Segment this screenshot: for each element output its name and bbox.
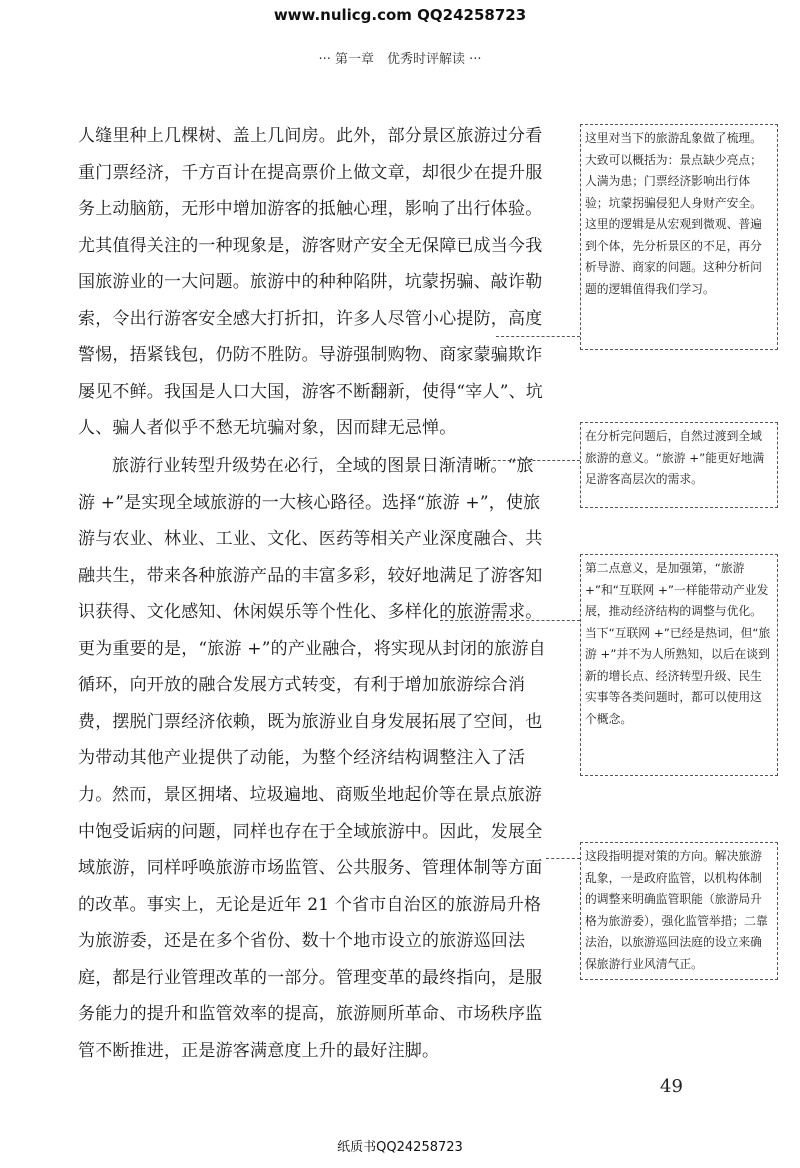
margin-note-2-text: 在分析完问题后，自然过渡到全域旅游的意义。“旅游 +”能更好地满足游客高层次的需求。 [585, 429, 765, 486]
margin-note-1-text: 这里对当下的旅游乱象做了梳理。大致可以概括为：景点缺少亮点；人满为患；门票经济影响出行体验；坑蒙拐骗侵犯人身财产安全。这里的逻辑是从宏观到微观、普遍到个体，先分析景区的不足，再分析导游、商家的问题。这种分析问题的逻辑值得我们学习。 [585, 131, 762, 296]
margin-note-3 [580, 554, 778, 776]
margin-note-1 [580, 124, 778, 350]
footer-text: 纸质书QQ24258723 [337, 1140, 463, 1155]
main-text-3 [78, 777, 550, 1069]
note-connector-4 [546, 858, 580, 859]
margin-note-3-text: 第二点意义，是加强第，“旅游 +”和“互联网 +”一样能带动产业发展，推动经济结构的调整与优化。当下“互联网 +”已经是热词，但“旅游 +”并不为人所熟知，以后在谈到新的增长点、经济转型升级、民生实事等各类问题时，都可以使用这个概念。 [585, 561, 771, 726]
paragraph-2: 旅游行业转型升级势在必行，全域的图景日渐清晰。“旅游 +”是实现全域旅游的一大核心路径。选择“旅游 +”，使旅游与农业、林业、工业、文化、医药等相关产业深度融合、共融共生，带来各种旅游产品的丰富多彩，较好地满足了游客知识获得、文化感知、休闲娱乐等个性化、多样化的旅游需求。更为重要的是，“旅游 +”的产业融合，将实现从封闭的旅游自循环，向开放的融合发展方式转变，有利于增加旅游综合消费，摆脱门票经济依赖，既为旅游业自身发展拓展了空间，也为带动其他产业提供了动能，为整个经济结构调整注入了活力。 [78, 456, 546, 805]
note-connector-3 [440, 620, 580, 621]
main-text [78, 118, 550, 447]
note-connector-1 [496, 336, 580, 337]
paragraph-1: 人缝里种上几棵树、盖上几间房。此外，部分景区旅游过分看重门票经济，千方百计在提高票价上做文章，却很少在提升服务上动脑筋，无形中增加游客的抵触心理，影响了出行体验。尤其值得关注的一种现象是，游客财产安全无保障已成当今我国旅游业的一大问题。旅游中的种种陷阱，坑蒙拐骗、敲诈勒索，令出行游客安全感大打折扣，许多人尽管小心提防，高度警惕，捂紧钱包，仍防不胜防。导游强制购物、商家蒙骗欺诈屡见不鲜。我国是人口大国，游客不断翻新，使得“宰人”、坑人、骗人者似乎不愁无坑骗对象，因而肆无忌惮。 [78, 126, 543, 438]
margin-note-4 [580, 842, 778, 980]
watermark-url: www.nulicg.com QQ24258723 [273, 6, 527, 24]
paragraph-3: 然而，景区拥堵、垃圾遍地、商贩坐地起价等在景点旅游中饱受诟病的问题，同样也存在于全域旅游中。因此，发展全域旅游，同样呼唤旅游市场监管、公共服务、管理体制等方面的改革。事实上，无论是近年 21 个省市自治区的旅游局升格为旅游委，还是在多个省份、数十个地市设立的旅游巡回法庭，都是行业管理改革的一部分。管理变革的最终指向，是服务能力的提升和监管效率的提高，旅游厕所革命、市场秩序监管不断推进，正是游客满意度上升的最好注脚。 [78, 785, 543, 1061]
main-text-2 [78, 448, 550, 813]
margin-note-2 [580, 422, 778, 508]
margin-note-4-text: 这段指明提对策的方向。解决旅游乱象，一是政府监管，以机构体制的调整来明确监管职能（旅游局升格为旅游委），强化监管举措；二靠法治，以旅游巡回法庭的设立来确保旅游行业风清气正。 [585, 849, 768, 971]
page-number: 49 [660, 1076, 683, 1097]
chapter-header: ··· 第一章 优秀时评解读 ··· [318, 52, 482, 67]
note-connector-2 [478, 460, 580, 461]
